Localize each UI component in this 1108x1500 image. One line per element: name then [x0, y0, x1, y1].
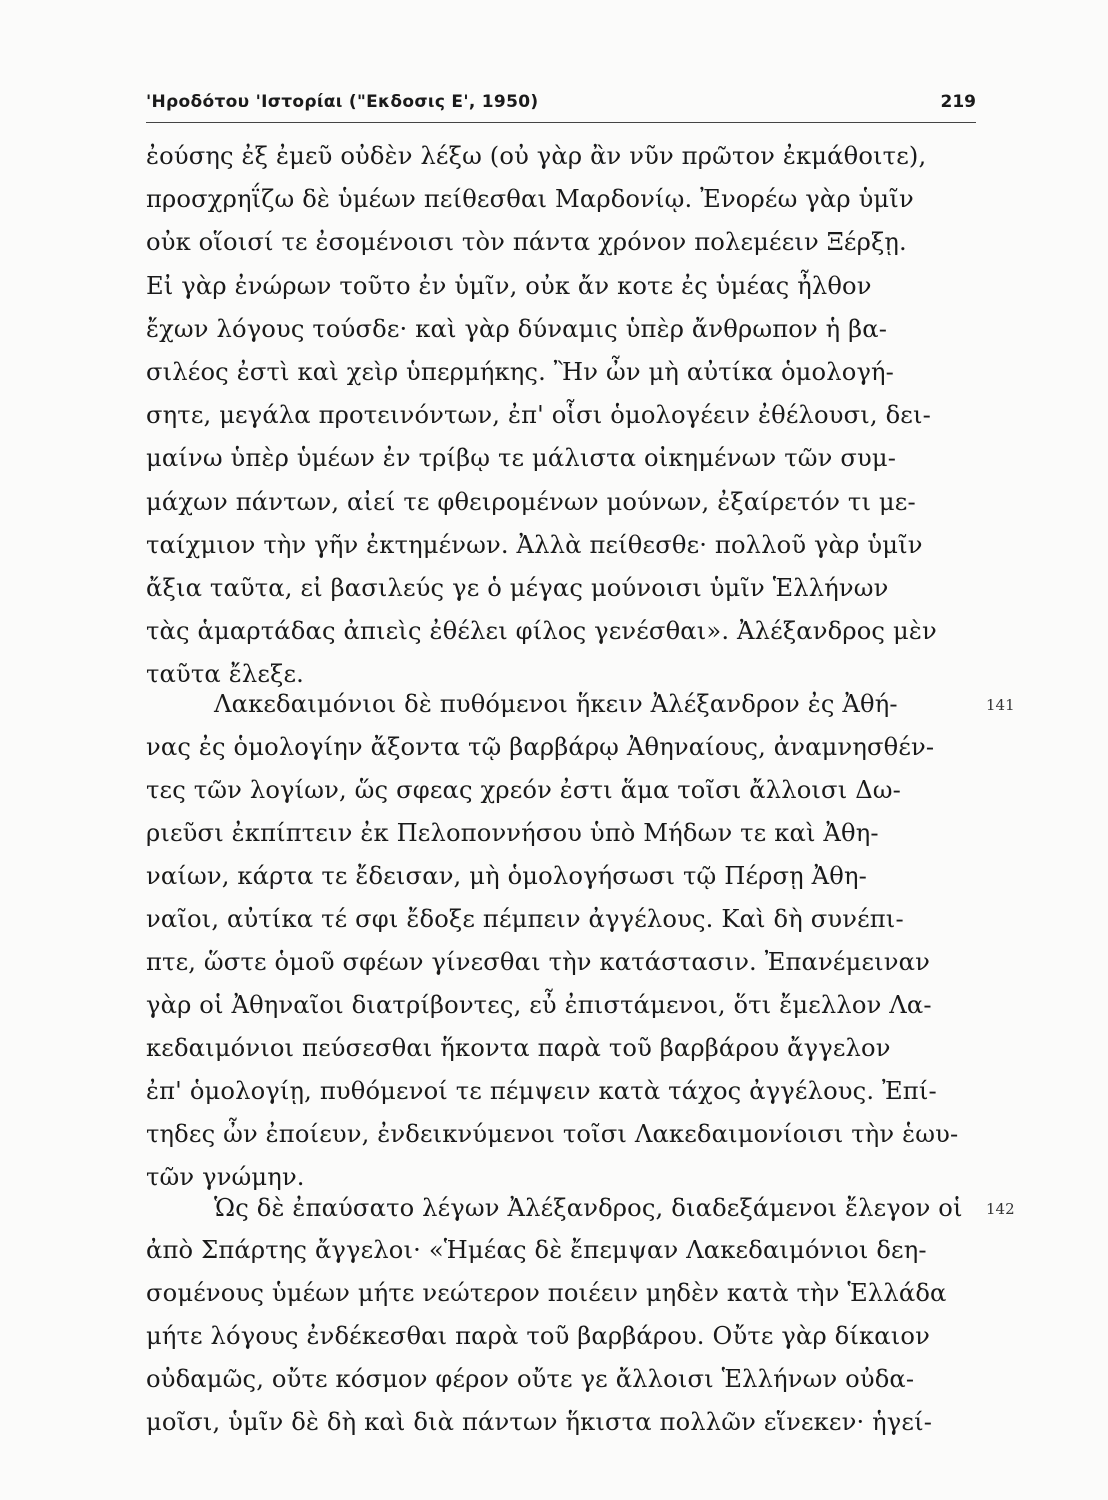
text-line: Ὡς δὲ ἐπαύσατο λέγων Ἀλέξανδρος, διαδεξάμενοι ἔλεγον οἱ	[214, 1194, 963, 1222]
text-line: σομένους ὑμέων μήτε νεώτερον ποιέειν μηδὲν κατὰ τὴν Ἑλλάδα	[146, 1279, 947, 1307]
text-line: πτε, ὥστε ὁμοῦ σφέων γίνεσθαι τὴν κατάστασιν. Ἐπανέμειναν	[146, 948, 930, 976]
text-line: οὐκ οἵοισί τε ἐσομένοισι τὸν πάντα χρόνον πολεμέειν Ξέρξῃ.	[146, 228, 907, 256]
text-line: σητε, μεγάλα προτεινόντων, ἐπ' οἷσι ὁμολογέειν ἐθέλουσι, δει-	[146, 401, 931, 429]
text-line: ἄξια ταῦτα, εἰ βασιλεύς γε ὁ μέγας μούνοισι ὑμῖν Ἑλλήνων	[146, 574, 889, 602]
text-line: προσχρηΐζω δὲ ὑμέων πείθεσθαι Μαρδονίῳ. Ἐνορέω γὰρ ὑμῖν	[146, 185, 914, 213]
text-line: νας ἐς ὁμολογίην ἄξοντα τῷ βαρβάρῳ Ἀθηναίους, ἀναμνησθέν-	[146, 733, 935, 761]
chapter-number: 142	[986, 1200, 1015, 1218]
text-line: ναῖοι, αὐτίκα τέ σφι ἔδοξε πέμπειν ἀγγέλους. Καὶ δὴ συνέπι-	[146, 905, 904, 933]
text-line: ἐπ' ὁμολογίῃ, πυθόμενοί τε πέμψειν κατὰ τάχος ἀγγέλους. Ἐπί-	[146, 1077, 937, 1105]
chapter-number: 141	[986, 696, 1015, 714]
text-line: Λακεδαιμόνιοι δὲ πυθόμενοι ἥκειν Ἀλέξανδρον ἐς Ἀθή-	[214, 690, 898, 718]
running-title: 'Ηροδότου 'Ιστορίαι ("Εκδοσις Ε', 1950)	[146, 92, 539, 112]
page-header	[146, 92, 976, 123]
text-line: τηδες ὦν ἐποίευν, ἐνδεικνύμενοι τοῖσι Λακεδαιμονίοισι τὴν ἑωυ-	[146, 1120, 959, 1148]
text-line: γὰρ οἱ Ἀθηναῖοι διατρίβοντες, εὖ ἐπιστάμενοι, ὅτι ἔμελλον Λα-	[146, 991, 932, 1019]
text-line: ταῦτα ἔλεξε.	[146, 660, 305, 688]
text-line: Εἰ γὰρ ἐνώρων τοῦτο ἐν ὑμῖν, οὐκ ἄν κοτε ἐς ὑμέας ἦλθον	[146, 272, 872, 300]
text-line: ριεῦσι ἐκπίπτειν ἐκ Πελοποννήσου ὑπὸ Μήδων τε καὶ Ἀθη-	[146, 819, 879, 847]
text-line: τὰς ἁμαρτάδας ἀπιεὶς ἐθέλει φίλος γενέσθαι». Ἀλέξανδρος μὲν	[146, 617, 937, 645]
text-line: μάχων πάντων, αἰεί τε φθειρομένων μούνων, ἐξαίρετόν τι με-	[146, 488, 916, 516]
page-number: 219	[940, 92, 976, 112]
text-line: ταίχμιον τὴν γῆν ἐκτημένων. Ἀλλὰ πείθεσθε· πολλοῦ γὰρ ὑμῖν	[146, 531, 923, 559]
text-line: ἔχων λόγους τούσδε· καὶ γὰρ δύναμις ὑπὲρ ἄνθρωπον ἡ βα-	[146, 315, 888, 343]
text-line: ἀπὸ Σπάρτης ἄγγελοι· «Ἡμέας δὲ ἔπεμψαν Λακεδαιμόνιοι δεη-	[146, 1236, 927, 1264]
text-line: τῶν γνώμην.	[146, 1163, 305, 1191]
text-line: μοῖσι, ὑμῖν δὲ δὴ καὶ διὰ πάντων ἥκιστα πολλῶν εἵνεκεν· ἡγεί-	[146, 1408, 933, 1436]
text-line: μαίνω ὑπὲρ ὑμέων ἐν τρίβῳ τε μάλιστα οἰκημένων τῶν συμ-	[146, 444, 897, 472]
text-line: κεδαιμόνιοι πεύσεσθαι ἥκοντα παρὰ τοῦ βαρβάρου ἄγγελον	[146, 1034, 891, 1062]
text-line: τες τῶν λογίων, ὥς σφεας χρεόν ἐστι ἅμα τοῖσι ἄλλοισι Δω-	[146, 776, 902, 804]
text-line: σιλέος ἐστὶ καὶ χεὶρ ὑπερμήκης. Ἢν ὦν μὴ αὐτίκα ὁμολογή-	[146, 358, 895, 386]
text-line: ναίων, κάρτα τε ἔδεισαν, μὴ ὁμολογήσωσι τῷ Πέρσῃ Ἀθη-	[146, 862, 867, 890]
text-line: ἐούσης ἐξ ἐμεῦ οὐδὲν λέξω (οὐ γὰρ ἂν νῦν πρῶτον ἐκμάθοιτε),	[146, 142, 927, 170]
text-line: μήτε λόγους ἐνδέκεσθαι παρὰ τοῦ βαρβάρου. Οὔτε γὰρ δίκαιον	[146, 1322, 930, 1350]
text-line: οὐδαμῶς, οὔτε κόσμον φέρον οὔτε γε ἄλλοισι Ἑλλήνων οὐδα-	[146, 1365, 915, 1393]
